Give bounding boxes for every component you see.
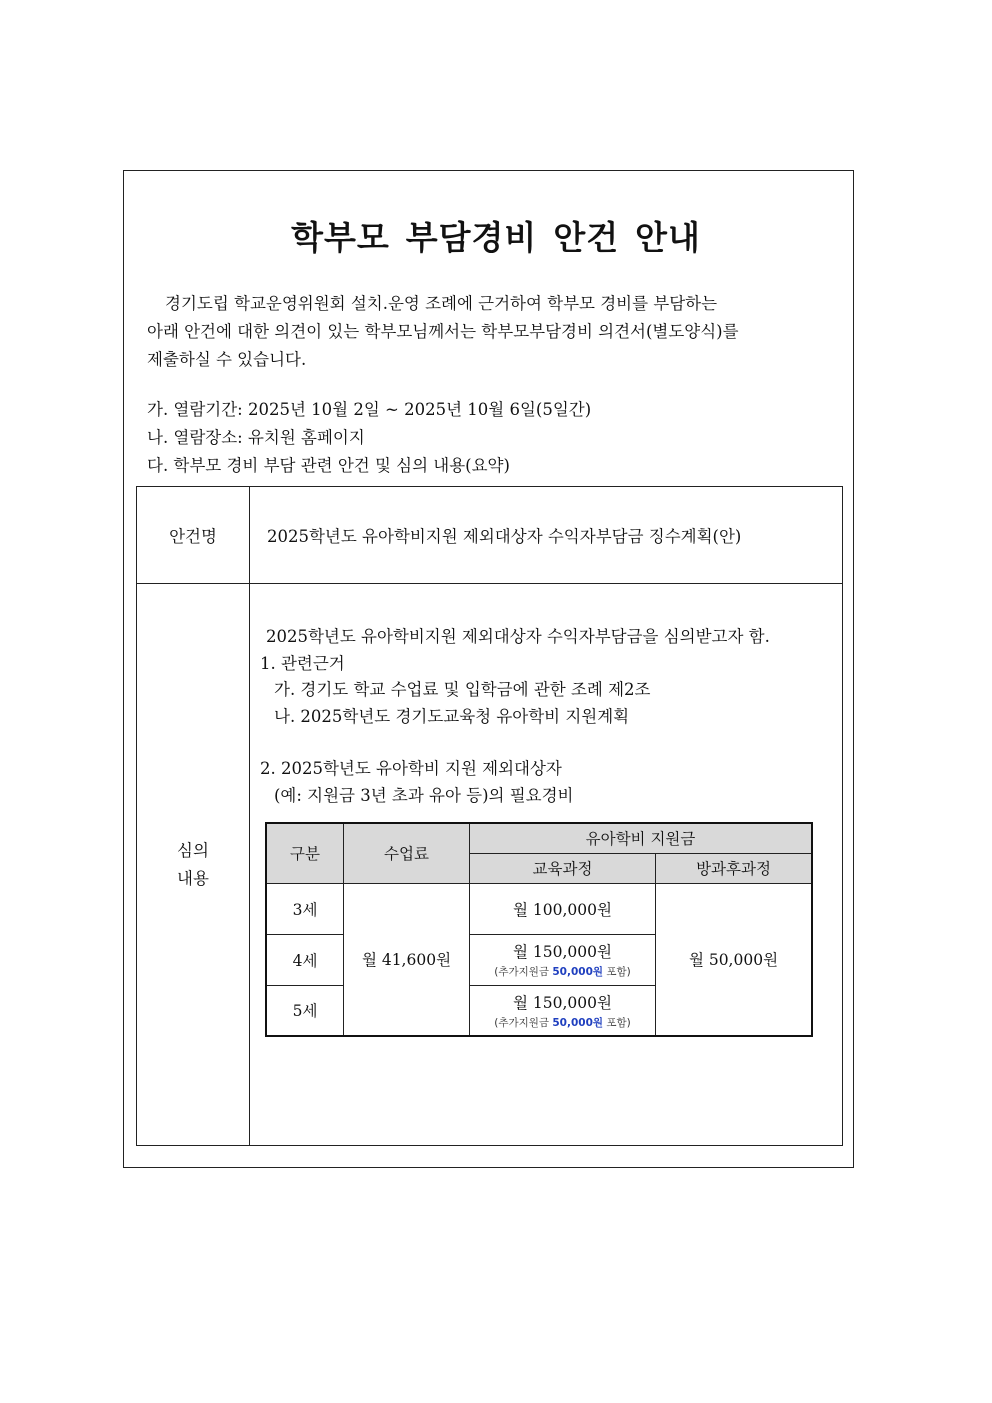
content-section-2-note: (예: 지원금 3년 초과 유아 등)의 필요경비 bbox=[274, 785, 574, 805]
fee-header-after: 방과후과정 bbox=[656, 853, 813, 883]
note-prefix: (추가지원금 bbox=[494, 1016, 550, 1029]
intro-line: 경기도립 학교운영위원회 설치.운영 조례에 근거하여 학부모 경비를 부담하는 bbox=[165, 294, 718, 313]
fee-tuition-value: 월 41,600원 bbox=[344, 883, 470, 1036]
content-label-line: 내용 bbox=[177, 868, 209, 888]
fee-header-support: 유아학비 지원금 bbox=[470, 823, 813, 853]
title-word: 안내 bbox=[635, 218, 701, 257]
agenda-name-label: 안건명 bbox=[137, 487, 250, 584]
intro-paragraph bbox=[147, 290, 827, 374]
agenda-content-label bbox=[137, 584, 250, 1146]
page-title bbox=[0, 212, 992, 259]
fee-edu-cell bbox=[470, 934, 656, 985]
fee-row-age: 5세 bbox=[266, 985, 344, 1036]
fee-after-value: 월 50,000원 bbox=[656, 883, 813, 1036]
content-section-1a: 가. 경기도 학교 수업료 및 입학금에 관한 조례 제2조 bbox=[274, 680, 651, 699]
fee-edu-value: 월 150,000원 bbox=[513, 993, 612, 1012]
fee-edu-value: 월 150,000원 bbox=[513, 943, 612, 961]
fee-header-tuition: 수업료 bbox=[344, 823, 470, 883]
info-list bbox=[147, 396, 591, 480]
note-prefix: (추가지원금 bbox=[494, 966, 550, 978]
note-suffix: 포함) bbox=[606, 966, 631, 978]
content-section-1b: 나. 2025학년도 경기도교육청 유아학비 지원계획 bbox=[274, 706, 630, 726]
note-amount: 50,000원 bbox=[552, 1016, 604, 1029]
fee-edu-cell bbox=[470, 985, 656, 1036]
content-block bbox=[260, 624, 822, 809]
info-item-content: 다. 학부모 경비 부담 관련 안건 및 심의 내용(요약) bbox=[147, 456, 510, 475]
title-word: 학부모 bbox=[291, 218, 390, 257]
fee-edu-note bbox=[470, 964, 655, 979]
content-section-2: 2. 2025학년도 유아학비 지원 제외대상자 bbox=[260, 759, 562, 778]
fee-edu-value: 월 100,000원 bbox=[470, 883, 656, 934]
fee-row-age: 3세 bbox=[266, 883, 344, 934]
fee-edu-note bbox=[470, 1015, 655, 1030]
info-item-period: 가. 열람기간: 2025년 10월 2일 ~ 2025년 10월 6일(5일간) bbox=[147, 400, 592, 419]
fee-header-gubun: 구분 bbox=[266, 823, 344, 883]
note-amount: 50,000원 bbox=[552, 966, 604, 978]
info-item-place: 나. 열람장소: 유치원 홈페이지 bbox=[147, 428, 365, 447]
agenda-table bbox=[136, 486, 843, 1146]
fee-header-edu: 교육과정 bbox=[470, 853, 656, 883]
intro-line: 제출하실 수 있습니다. bbox=[147, 350, 307, 369]
content-section-1: 1. 관련근거 bbox=[260, 653, 345, 673]
note-suffix: 포함) bbox=[606, 1016, 631, 1029]
fee-table bbox=[265, 822, 813, 1037]
content-label-line: 심의 bbox=[177, 840, 209, 860]
title-word: 부담경비 bbox=[405, 218, 538, 257]
fee-row-age: 4세 bbox=[266, 934, 344, 985]
agenda-name-value: 2025학년도 유아학비지원 제외대상자 수익자부담금 징수계획(안) bbox=[250, 487, 843, 584]
title-word: 안건 bbox=[553, 218, 620, 257]
intro-line: 아래 안건에 대한 의견이 있는 학부모님께서는 학부모부담경비 의견서(별도양식)를 bbox=[147, 322, 739, 341]
content-intro: 2025학년도 유아학비지원 제외대상자 수익자부담금을 심의받고자 함. bbox=[266, 627, 770, 646]
